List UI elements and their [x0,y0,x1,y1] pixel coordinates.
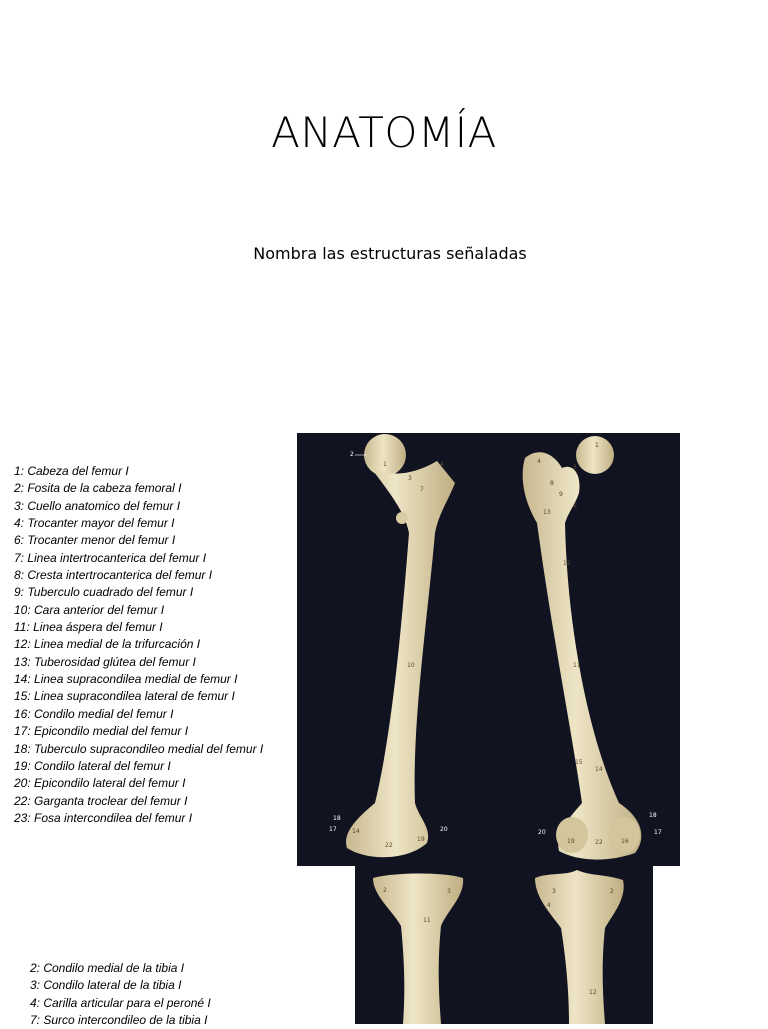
legend-item: 12: Linea medial de la trifurcación I [14,637,201,652]
femur-label: 16 [621,838,629,845]
legend-item: 2: Fosita de la cabeza femoral I [14,481,182,496]
femur-label: 19 [417,836,425,843]
femur-label: 22 [385,842,393,849]
femur-label: 15 [575,759,583,766]
femur-label: 8 [550,480,554,487]
femur-label: 20 [538,829,546,836]
legend-item: 13: Tuberosidad glútea del femur I [14,654,196,669]
legend-item: 16: Condilo medial del femur I [14,706,174,721]
tibia-label: 3 [552,888,556,895]
legend-item: 7: Surco intercondileo de la tibia I [30,1013,208,1028]
femur-label: 14 [352,828,360,835]
legend-item: 18: Tuberculo supracondileo medial del femur I [14,741,264,756]
tibia-label: 11 [423,917,431,924]
femur-label: 4 [440,461,444,468]
femur-label: 11 [573,662,581,669]
legend-item: 4: Carilla articular para el peroné I [30,995,211,1010]
femur-label: 2 [350,451,354,458]
femur-illustration [297,433,680,866]
femur-label: 1 [383,461,387,468]
legend-item: 3: Cuello anatomico del femur I [14,498,181,513]
tibia-legend [30,960,211,1029]
femur-label: 20 [440,826,448,833]
femur-label: 6 [573,503,577,510]
tibia-label: 3 [447,888,451,895]
femur-label: 17 [654,829,662,836]
legend-item: 15: Linea supracondilea lateral de femur I [14,689,235,704]
femur-label: 13 [543,509,551,516]
legend-item: 3: Condilo lateral de la tibia I [30,978,182,993]
tibia-illustration [355,866,653,1024]
tibia-label: 12 [589,989,597,996]
femur-label: 14 [595,766,603,773]
legend-item: 2: Condilo medial de la tibia I [30,961,185,975]
slide-title: ANATOMÍA [271,108,497,157]
femur-label: 1 [595,442,599,449]
legend-item: 23: Fosa intercondilea del femur I [14,810,193,825]
legend-item: 9: Tuberculo cuadrado del femur I [14,585,194,600]
tibia-photo [355,866,653,1024]
legend-item: 6: Trocanter menor del femur I [14,533,176,548]
femur-label: 3 [573,464,577,471]
legend-item: 7: Linea intertrocanterica del femur I [14,550,207,565]
femur-label: 22 [595,839,603,846]
tibia-label: 2 [383,887,387,894]
slide-subtitle: Nombra las estructuras señaladas [253,244,527,263]
femur-label: 3 [408,475,412,482]
femur-label: 7 [420,486,424,493]
femur-label: 19 [567,838,575,845]
legend-item: 11: Linea áspera del femur I [14,620,163,635]
legend-item: 10: Cara anterior del femur I [14,602,165,617]
legend-item: 8: Cresta intertrocanterica del femur I [14,568,213,583]
femur-label: 9 [559,491,563,498]
legend-item: 19: Condilo lateral del femur I [14,758,171,773]
femur-photo [297,433,680,866]
femur-label: 12 [563,560,571,567]
legend-item: 22: Garganta troclear del femur I [14,793,188,808]
femur-label: 10 [407,662,415,669]
femur-legend [14,463,263,827]
legend-item: 1: Cabeza del femur I [14,464,129,478]
tibia-label: 4 [547,902,551,909]
femur-label: 4 [537,458,541,465]
femur-label: 17 [329,826,337,833]
legend-item: 4: Trocanter mayor del femur I [14,516,175,531]
legend-item: 14: Linea supracondilea medial de femur I [14,672,238,687]
femur-label: 18 [649,812,657,819]
legend-item: 17: Epicondilo medial del femur I [14,724,189,739]
femur-label: 18 [333,815,341,822]
legend-item: 20: Epicondilo lateral del femur I [14,776,186,791]
tibia-label: 2 [610,888,614,895]
